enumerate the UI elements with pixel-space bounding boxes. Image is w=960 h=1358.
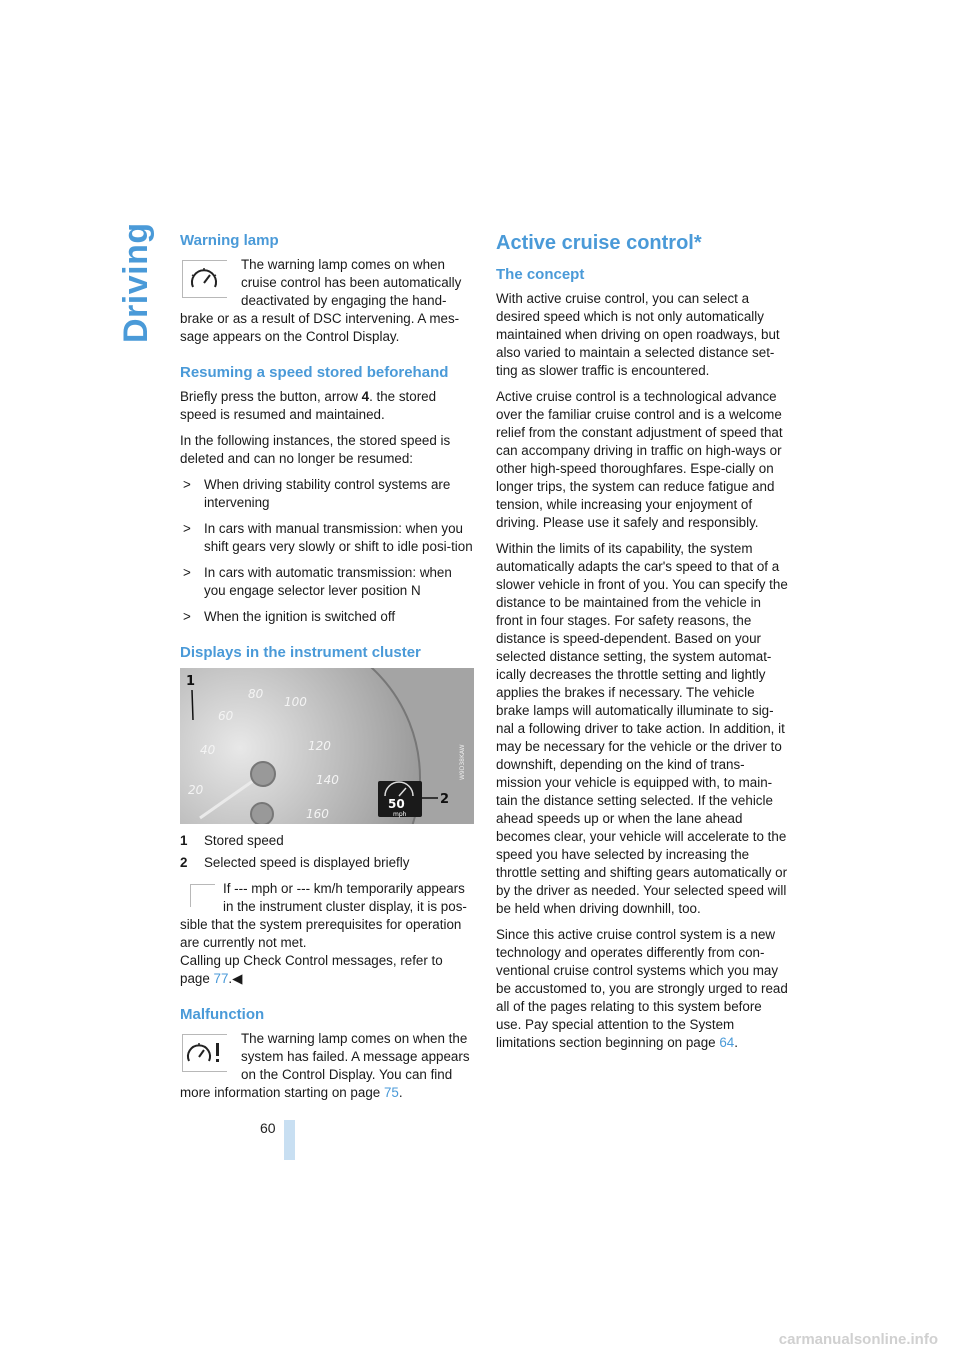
page-number: 60	[260, 1120, 276, 1136]
gauge-tick-label: 120	[308, 739, 331, 753]
right-column	[496, 232, 788, 1060]
list-item: > When the ignition is switched off	[183, 609, 396, 624]
displays-section	[180, 644, 474, 988]
selected-speed-unit: mph	[393, 811, 407, 818]
resuming-bullet-list	[180, 476, 474, 626]
warning-lamp-section	[180, 232, 474, 346]
callout-1: 1	[186, 674, 196, 689]
malfunction-paragraph: The warning lamp comes on when the system has failed. A message appears on the Control Display. You can find more information starting on page 75.	[180, 1031, 470, 1100]
gauge-tick-label: 80	[248, 687, 264, 701]
page-link-77[interactable]: 77	[213, 971, 229, 986]
list-item: > In cars with automatic transmission: when you engage selector lever position N	[183, 565, 452, 598]
section-title: Active cruise control*	[496, 232, 702, 254]
warning-lamp-paragraph: The warning lamp comes on when cruise control has been automatically deactivated by engaging the hand-brake or as a result of DSC intervening. A mes-sage appears on the Control Display.	[180, 257, 462, 344]
legend-item-2: 2 Selected speed is displayed briefly	[180, 855, 410, 870]
end-mark-icon: ◀	[232, 971, 243, 986]
concept-heading: The concept	[496, 266, 585, 283]
resuming-heading: Resuming a speed stored beforehand	[180, 364, 449, 381]
malfunction-section	[180, 1006, 474, 1102]
gauge-tick-label: 100	[284, 695, 307, 709]
concept-paragraph-4: Since this active cruise control system is a new technology and operates differently from con-ventional cruise control systems which you may be accustomed to, you are strongly urged to read all of the pages relating to this system before use. Pay special attention to the System limitations section beginning on page 64.	[496, 927, 788, 1050]
legend-item-1: 1 Stored speed	[180, 833, 284, 848]
note-marker-icon	[190, 884, 215, 907]
selected-speed-value: 50	[388, 797, 405, 811]
chapter-tab: Driving	[117, 222, 155, 343]
list-item: > When driving stability control systems are intervening	[183, 477, 451, 510]
gauge-tick-label: 60	[218, 709, 234, 723]
resuming-section	[180, 364, 474, 626]
note-paragraph: If --- mph or --- km/h temporarily appears in the instrument cluster display, it is pos-sible that the system prerequisites for operation are currently not met. Calling up Check Control messages, refer to page 77.◀	[180, 881, 467, 986]
image-code: W9D38KAW	[459, 744, 466, 780]
left-column	[180, 232, 474, 1120]
instrument-cluster-image	[180, 668, 474, 824]
watermark: carmanualsonline.info	[778, 1331, 938, 1348]
malfunction-heading: Malfunction	[180, 1006, 265, 1023]
gauge-tick-label: 20	[188, 783, 204, 797]
concept-paragraph-1: With active cruise control, you can select a desired speed which is not only automatically maintained when driving on open roadways, but also varied to maintain a selected distance set-ting as slower traffic is encountered.	[496, 291, 780, 378]
gauge-tick-label: 40	[200, 743, 216, 757]
displays-heading: Displays in the instrument cluster	[180, 644, 421, 661]
page-number-bar	[284, 1120, 295, 1160]
callout-2: 2	[440, 792, 450, 807]
concept-paragraph-2: Active cruise control is a technological advance over the familiar cruise control and is a welcome relief from the constant adjustment of speed that can accompany driving in traffic on high-ways or other high-speed thoroughfares. Espe-cially on longer trips, the system can reduce fatigue and tension, while increasing your enjoyment of driving. Please use it safely and responsibly.	[496, 389, 783, 530]
page-link-75[interactable]: 75	[383, 1085, 399, 1100]
cruise-control-warning-icon	[182, 260, 227, 298]
list-item: > In cars with manual transmission: when you shift gears very slowly or shift to idle posi-tion	[183, 521, 473, 554]
cruise-control-fault-icon	[182, 1034, 227, 1072]
resuming-paragraph-2: In the following instances, the stored speed is deleted and can no longer be resumed:	[180, 433, 451, 466]
gauge-tick-label: 160	[306, 807, 329, 821]
page-link-64[interactable]: 64	[719, 1035, 735, 1050]
resuming-paragraph-1: Briefly press the button, arrow 4. the stored speed is resumed and maintained.	[180, 389, 437, 422]
gauge-tick-label: 140	[316, 773, 339, 787]
warning-lamp-heading: Warning lamp	[180, 232, 279, 249]
concept-paragraph-3: Within the limits of its capability, the system automatically adapts the car's speed to that of a slower vehicle in front of you. You can specify the distance to be maintained from the vehicle in front in four stages. For safety reasons, the distance is speed-dependent. Based on your selected distance setting, the system automat-ically decreases the throttle setting and lightly applies the brakes if necessary. The vehicle brake lamps will automatically illuminate to sig-nal a following driver to take action. In addition, it may be necessary for the vehicle or the driver to downshift, depending on the kind of trans-mission your vehicle is equipped with, to main-tain the distance setting selected. If the vehicle ahead speeds up or when the lane ahead becomes clear, your vehicle will accelerate to the speed you have selected by increasing the throttle setting and shifting gears automatically or by the driver as needed. Your selected speed will be held when driving downhill, too.	[496, 541, 788, 916]
